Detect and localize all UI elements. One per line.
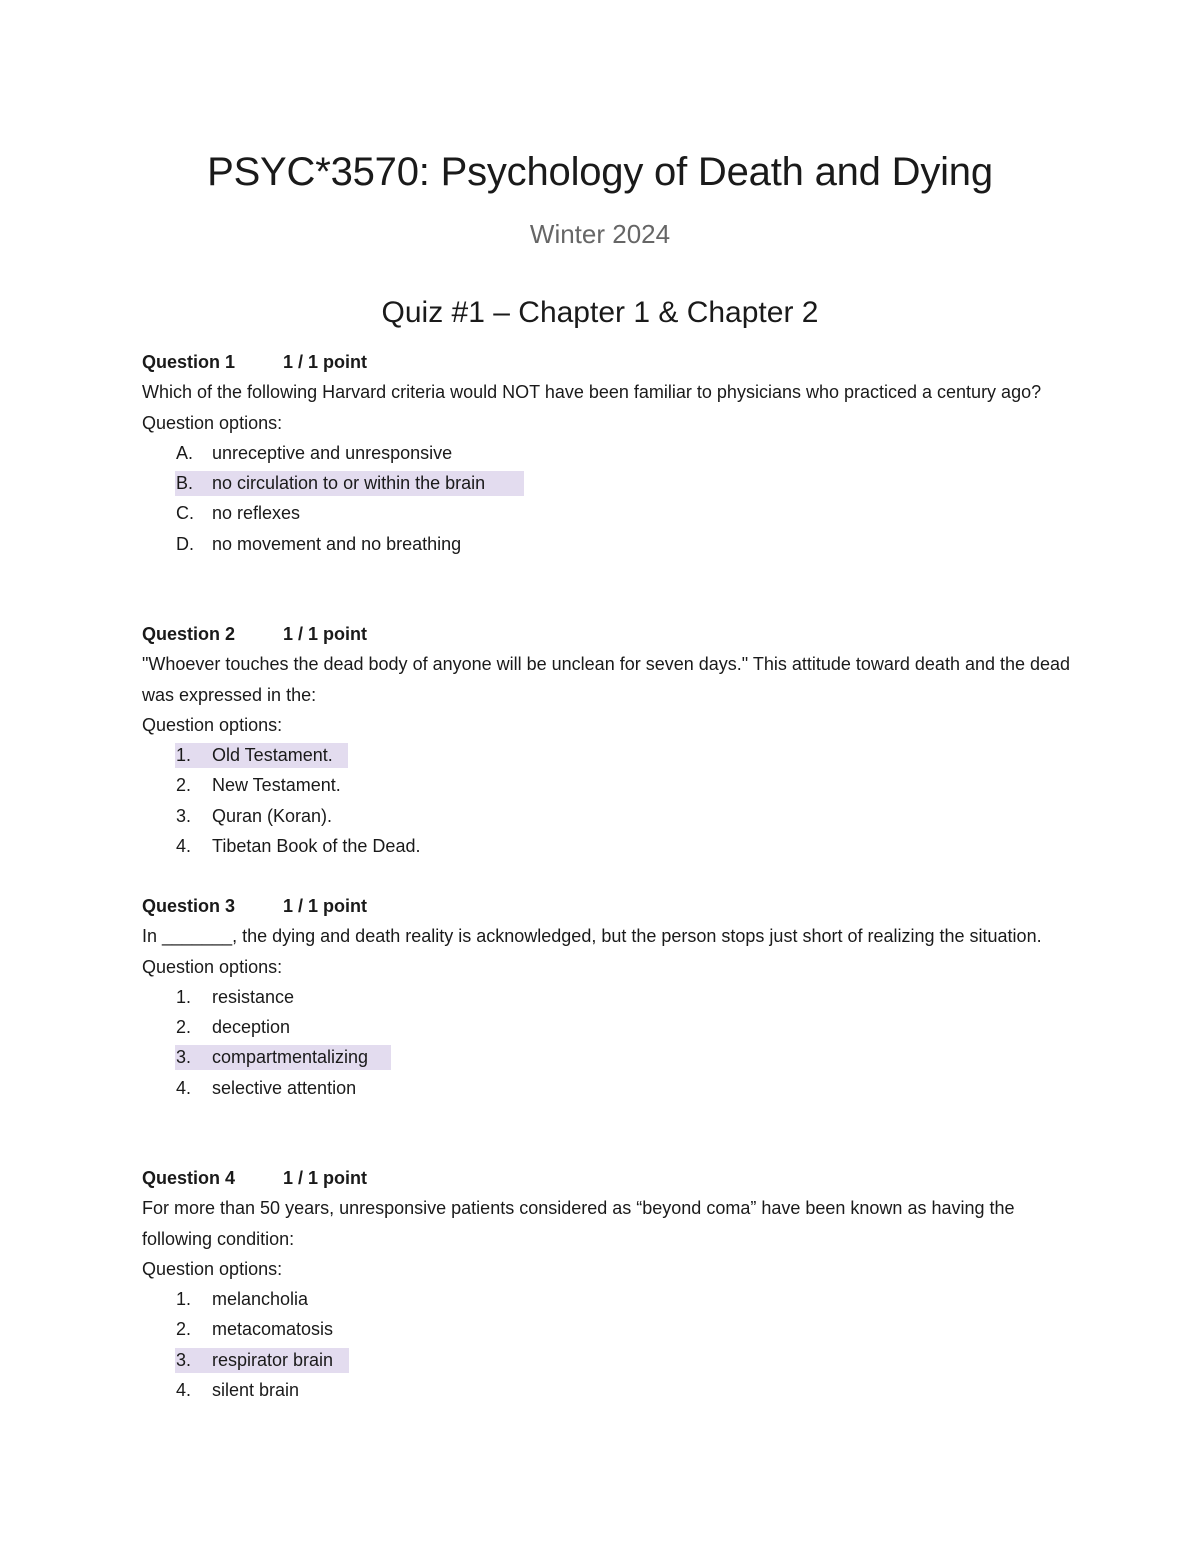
option-text: Quran (Koran). <box>212 805 333 826</box>
option-marker: 3. <box>176 1047 192 1068</box>
option-2 <box>142 1012 1072 1042</box>
question-text: "Whoever touches the dead body of anyone will be unclean for seven days." This attitude toward death and the dead was expressed in the: <box>142 654 1071 705</box>
options-list <box>142 982 1072 1103</box>
option-1 <box>142 1284 1072 1314</box>
option-marker: B. <box>176 473 194 494</box>
option-a <box>142 438 1072 468</box>
option-c <box>142 498 1072 528</box>
option-4 <box>142 1375 1072 1405</box>
question-options-label: Question options: <box>142 714 283 735</box>
question-options-label: Question options: <box>142 1258 283 1279</box>
option-2 <box>142 770 1072 800</box>
option-marker: 4. <box>176 1077 192 1098</box>
option-1 <box>142 982 1072 1012</box>
question-header <box>142 619 1072 649</box>
question-points: 1 / 1 point <box>283 896 368 916</box>
question-label: Question 3 <box>142 896 236 916</box>
question-points: 1 / 1 point <box>283 624 368 644</box>
option-3-selected <box>142 1042 1072 1072</box>
option-marker: 2. <box>176 775 192 796</box>
question-header <box>142 347 1072 377</box>
question-header <box>142 1163 1072 1193</box>
question-text: In _______, the dying and death reality is acknowledged, but the person stops just short of realizing the situation. <box>142 926 1042 947</box>
option-3-selected <box>142 1345 1072 1375</box>
option-text: New Testament. <box>212 775 341 796</box>
option-d <box>142 529 1072 559</box>
option-text: selective attention <box>212 1077 357 1098</box>
option-text: melancholia <box>212 1289 309 1310</box>
option-text: unreceptive and unresponsive <box>212 442 453 463</box>
option-2 <box>142 1314 1072 1344</box>
option-text: no reflexes <box>212 503 301 524</box>
question-options-label: Question options: <box>142 956 283 977</box>
options-list <box>142 1284 1072 1405</box>
option-marker: 1. <box>176 986 192 1007</box>
option-b-selected <box>142 468 1072 498</box>
option-marker: 3. <box>176 805 192 826</box>
option-text: compartmentalizing <box>212 1047 369 1068</box>
question-label: Question 1 <box>142 352 236 372</box>
course-title: PSYC*3570: Psychology of Death and Dying <box>207 150 993 194</box>
option-4 <box>142 831 1072 861</box>
option-4 <box>142 1073 1072 1103</box>
option-text: Old Testament. <box>212 745 333 766</box>
question-label: Question 4 <box>142 1168 236 1188</box>
option-3 <box>142 801 1072 831</box>
option-text: silent brain <box>212 1380 300 1401</box>
option-text: Tibetan Book of the Dead. <box>212 836 421 857</box>
option-text: respirator brain <box>212 1349 334 1370</box>
question-3 <box>142 891 1072 1103</box>
option-marker: 1. <box>176 1289 192 1310</box>
option-marker: 4. <box>176 1380 192 1401</box>
question-points: 1 / 1 point <box>283 352 368 372</box>
option-marker: 2. <box>176 1017 192 1038</box>
options-list <box>142 438 1072 559</box>
option-marker: A. <box>176 442 194 463</box>
quiz-heading: Quiz #1 – Chapter 1 & Chapter 2 <box>381 296 819 329</box>
option-text: no movement and no breathing <box>212 533 462 554</box>
option-text: no circulation to or within the brain <box>212 473 486 494</box>
option-1-selected <box>142 740 1072 770</box>
question-label: Question 2 <box>142 624 236 644</box>
options-list <box>142 740 1072 861</box>
option-marker: D. <box>176 533 194 554</box>
question-text: Which of the following Harvard criteria would NOT have been familiar to physicians who practiced a century ago? <box>142 382 1042 403</box>
question-header <box>142 891 1072 921</box>
option-marker: 4. <box>176 836 192 857</box>
question-text: For more than 50 years, unresponsive patients considered as “beyond coma” have been known as having the following condition: <box>142 1198 1015 1249</box>
option-text: metacomatosis <box>212 1319 334 1340</box>
option-marker: 2. <box>176 1319 192 1340</box>
question-4 <box>142 1163 1072 1405</box>
question-points: 1 / 1 point <box>283 1168 368 1188</box>
question-options-label: Question options: <box>142 412 283 433</box>
option-marker: C. <box>176 503 194 524</box>
question-1 <box>142 347 1072 559</box>
option-marker: 3. <box>176 1349 192 1370</box>
option-text: deception <box>212 1017 291 1038</box>
option-text: resistance <box>212 986 295 1007</box>
question-2 <box>142 619 1072 861</box>
option-marker: 1. <box>176 745 192 766</box>
term-subtitle: Winter 2024 <box>529 219 671 249</box>
